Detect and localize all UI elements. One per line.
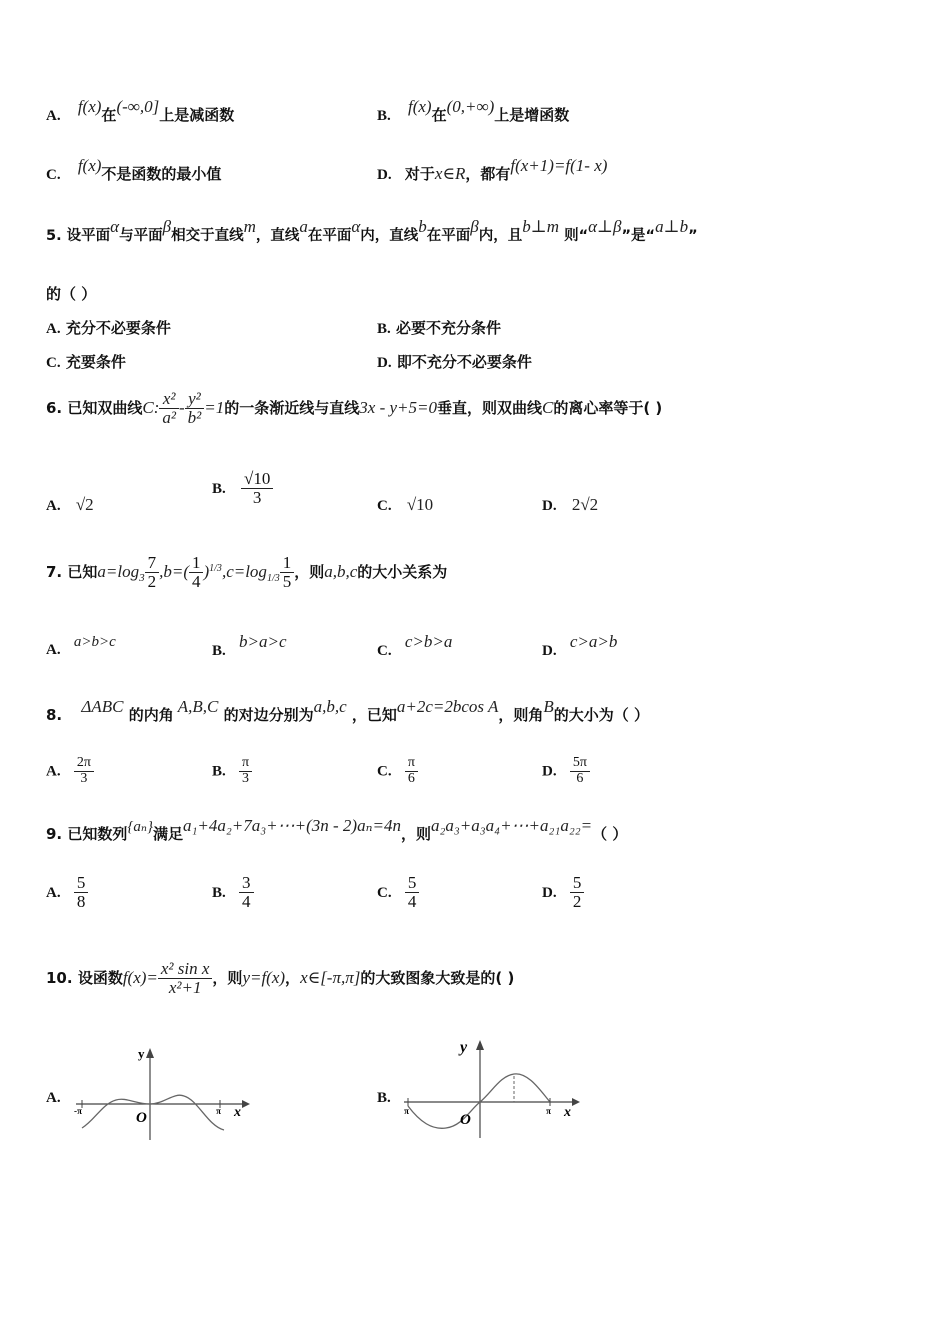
left-pi-label: π [404, 1106, 409, 1116]
origin-label: O [460, 1112, 471, 1128]
q10-option-a-label: A. [46, 1090, 61, 1106]
q8-option-a: A. $\frac{2\pi}{3}$ [46, 756, 94, 786]
q4-option-b: B. f(x)在(0,+∞)上是增函数 [377, 97, 570, 124]
q7-option-a: A. a>b>c [46, 634, 116, 658]
q5-option-a: A. 充分不必要条件 [46, 319, 171, 337]
origin-label: O [136, 1110, 147, 1126]
q10-fraction: $\frac{\text{x² sin x}}{\text{x²+1}}$ [158, 960, 213, 997]
q10-option-b-label: B. [377, 1090, 391, 1106]
q5-stem-line2: 的（ ） [46, 285, 97, 303]
q6-option-a: A. √2 [46, 495, 94, 514]
q8-option-c: C. $\frac{\pi}{6}$ [377, 756, 418, 786]
q9-option-a: A. $\frac{5}{8}$ [46, 874, 88, 911]
q10-option-b-graph [400, 1032, 590, 1144]
q7-option-b: B. b>a>c [212, 632, 287, 659]
q4-option-d: D. 对于x∈R，都有f(x+1)=f(1- x) [377, 156, 608, 183]
neg-pi-label: -π [74, 1106, 82, 1116]
q10-stem: 10. 设函数f(x)= $\frac{\text{x² sin x}}{\text{x²+1}}$ ，则y=f(x)，x∈[-π,π]的大致图象大致是的( ) [46, 959, 515, 997]
x-label: x [564, 1105, 571, 1120]
q9-option-d: D. $\frac{5}{2}$ [542, 874, 584, 911]
q8-option-d: D. $\frac{5\pi}{6}$ [542, 756, 590, 786]
x-arrow-icon [242, 1100, 250, 1108]
y-arrow-icon [476, 1040, 484, 1050]
y-arrow-icon [146, 1048, 154, 1058]
pi-label: π [216, 1106, 221, 1116]
x-label: x [234, 1105, 241, 1120]
q4-option-a: A. f(x)在(-∞,0]上是减函数 [46, 97, 235, 124]
q5-option-c: C. 充要条件 [46, 353, 126, 371]
q7-option-d: D. c>a>b [542, 632, 618, 659]
q6-stem: 6. 已知双曲线C: $\frac{\text{x²}}{\text{a²}}$ - $\frac{\text{y²}}{\text{b²}}$ =1的一条渐近线与直线3x - y+5=0垂直，则双曲线C的离心率等于( ) [46, 389, 663, 427]
y-label: y [138, 1046, 145, 1061]
curve-b [408, 1074, 550, 1128]
q5-stem: 5. 设平面α与平面β相交于直线m，直线a在平面α内，直线b在平面β内，且b⊥m 则“α⊥β”是“a⊥b” [46, 217, 698, 244]
q7-option-c: C. c>b>a [377, 632, 453, 659]
q6-fraction-y: $\frac{\text{y²}}{\text{b²}}$ [185, 390, 205, 427]
y-label: y [460, 1039, 468, 1056]
q8-stem: 8. ΔABC 的内角 A,B,C 的对边分别为a,b,c ，已知a+2c=2bcos A，则角B的大小为（ ） [46, 697, 649, 724]
q9-stem: 9. 已知数列{aₙ}满足a₁+4a₂+7a₃+⋯+(3n - 2)aₙ=4n，则a₂a₃+a₃a₄+⋯+a₂₁a₂₂=（ ） [46, 816, 628, 843]
q9-option-c: C. $\frac{5}{4}$ [377, 874, 419, 911]
q6-fraction-x: $\frac{\text{x²}}{\text{a²}}$ [159, 390, 179, 427]
q5-option-b: B. 必要不充分条件 [377, 319, 502, 337]
q6-option-d: D. 2√2 [542, 495, 599, 514]
curve-a [82, 1095, 224, 1130]
q6-option-c: C. √10 [377, 495, 434, 514]
q6-option-b: B. $\frac{√10}{3}$ [212, 470, 273, 507]
q8-option-b: B. $\frac{\pi}{3}$ [212, 756, 252, 786]
x-arrow-icon [572, 1098, 580, 1106]
q9-option-b: B. $\frac{3}{4}$ [212, 874, 254, 911]
q10-option-a-graph [70, 1040, 260, 1150]
pi-label: π [546, 1106, 551, 1116]
q7-stem: 7. 已知$a=\log_3$ $\frac{7}{2}$ ,b=( $\frac{1}{4}$ )$^{1/3},c=\log_{1/3}$ $\frac{1}{5}$ ，则a,b,c的大小关系为 [46, 553, 448, 591]
q5-option-d: D. 即不充分不必要条件 [377, 353, 532, 371]
q4-option-c: C. f(x)不是函数的最小值 [46, 156, 222, 183]
